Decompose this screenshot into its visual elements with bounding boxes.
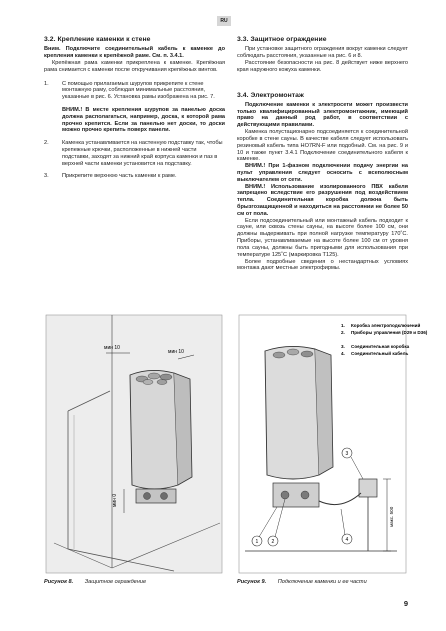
figure-9 xyxy=(237,313,428,575)
legend-number: 1. xyxy=(341,323,345,328)
figure-8-title: Защитное ограждение xyxy=(84,579,147,585)
legend-text: Соединительный кабель xyxy=(351,351,409,356)
section-3-4-warning-2: ВНИМ.! Использование изолированного ПВХ кабеля запрещено вследствие его разрушения под воздействием тепла. Соединительная коробка должна быть брызгозащищенной и находиться на расстоянии не более 50 см от пола. xyxy=(237,183,408,217)
mounting-steps xyxy=(44,81,225,101)
step-1 xyxy=(44,81,225,101)
mounting-warning: ВНИМ.! В месте крепления шурупов за панелью доска должна располагаться, например, доска, к которой рама прочно крепится. Если за панелью нет доски, то доски можно прочно крепить поверх панели. xyxy=(62,106,225,134)
figure-9-title: Подключение каменки и ее части xyxy=(277,579,367,585)
step-text: Каменка устанавливается на настенную подставку так, чтобы крепежные крючки, расположенные в нижней части подставки, заходят за нижний край корпуса каменки и паз в верхней части каменки установится на подставку. xyxy=(62,140,223,167)
section-3-2-note: Вним. Подключите соединительный кабель к каменке до крепления каменки к крепёжной раме. См. п. 3.4.1. xyxy=(44,46,225,60)
right-column xyxy=(237,36,408,272)
legend-text: Соединительная коробка xyxy=(351,344,410,349)
left-column xyxy=(44,36,225,186)
step-number: 3. xyxy=(44,173,49,180)
figure-9-number: Рисунок 9. xyxy=(237,579,267,585)
figure-8-caption xyxy=(44,579,146,586)
section-3-4-paragraph-5: Если подсоединительный или монтажный кабель подходит к сауне, или сквозь стены сауны, на высоте более 100 см, они должны выдерживать при полной нагрузке температуру 170˚С. Приборы, устанавливаемые на высоте более 100 см от уровня пола сауны, должны быть пригодными для использования при температуре 125˚С (маркировка T125). xyxy=(237,217,408,258)
fig9-dim-height: макс. 500 xyxy=(389,506,394,527)
step-2 xyxy=(44,140,225,167)
section-3-4-paragraph-6: Более подробные сведения о нестандартных условиях монтажа дают местные электрофирмы. xyxy=(237,258,408,272)
legend-number: 2. xyxy=(341,330,345,335)
legend-number: 4. xyxy=(341,351,345,356)
figure-8-number: Рисунок 8. xyxy=(44,579,74,585)
section-3-4-warning-1: ВНИМ.! При 1-фазном подключении подачу энергии на пульт управления следует осносить с всеполюсным выключателем от сети. xyxy=(237,163,408,183)
language-badge: RU xyxy=(217,16,231,26)
figure-9-caption xyxy=(237,579,367,586)
section-3-2-title: 3.2. Крепление каменки к стене xyxy=(44,36,151,43)
fig8-dim-side: мин 10 xyxy=(168,349,184,355)
page-number: 9 xyxy=(403,599,408,608)
step-number: 1. xyxy=(44,80,49,87)
legend-text: Приборы управления (D29 и D36) xyxy=(351,330,428,335)
step-3 xyxy=(44,173,225,180)
legend-text: Коробка электроподключений xyxy=(351,323,421,328)
figure-9-drawing xyxy=(237,313,428,575)
callout-3: 3 xyxy=(345,451,349,457)
section-3-4-paragraph-2: Каменка полустационарно подсоединяется к соединительной коробке в стене сауны. В качестве кабеля следует использовать резиновый кабель типа HO7RN-F или подобный. См. на рис. 9 и 10 и также пункт 3.4.1 Подключение соединительного кабеля к каменке. xyxy=(237,129,408,163)
step-text: Прикрепите верхнюю часть каменки к раме. xyxy=(62,173,177,180)
section-3-4-title: 3.4. Электромонтаж xyxy=(237,91,304,99)
figure-8 xyxy=(44,313,224,575)
legend-number: 3. xyxy=(341,344,345,349)
section-3-4-paragraph-1: Подключение каменки к электросети может произвести только квалифицированный электромонтажник, имеющий право на данный род работ, в соответствии с действующими правилами. xyxy=(237,101,408,129)
callout-2: 2 xyxy=(271,539,275,545)
section-3-3-title: 3.3. Защитное ограждение xyxy=(237,36,327,43)
fig8-dim-bottom: мин 0 xyxy=(112,493,118,507)
section-3-3-paragraph-2: Расстояние безопасности на рис. 8 действует ниже верхнего края наружного кожуха каменки. xyxy=(237,59,408,73)
callout-4: 4 xyxy=(345,537,349,543)
section-3-2-paragraph: Крепёжная рама каменки прикреплена к каменке. Крепёжная рама снимается с каменки после откручивания крепёжных винтов. xyxy=(44,59,225,73)
step-text: С помощью прилагаемых шурупов прикрепите к стене монтажную раму, соблюдая минимальные расстояния, указанные в рис. 6. Установка рамы изображена на рис. 7. xyxy=(62,80,215,101)
step-number: 2. xyxy=(44,140,49,147)
section-3-3-paragraph-1: При установке защитного ограждения вокруг каменки следует соблюдать расстояния, указанные на рис. 6 и 8. xyxy=(237,46,408,60)
fig8-dim-top: мин 10 xyxy=(104,345,120,351)
callout-1: 1 xyxy=(255,539,259,545)
figure-8-drawing xyxy=(44,313,224,575)
